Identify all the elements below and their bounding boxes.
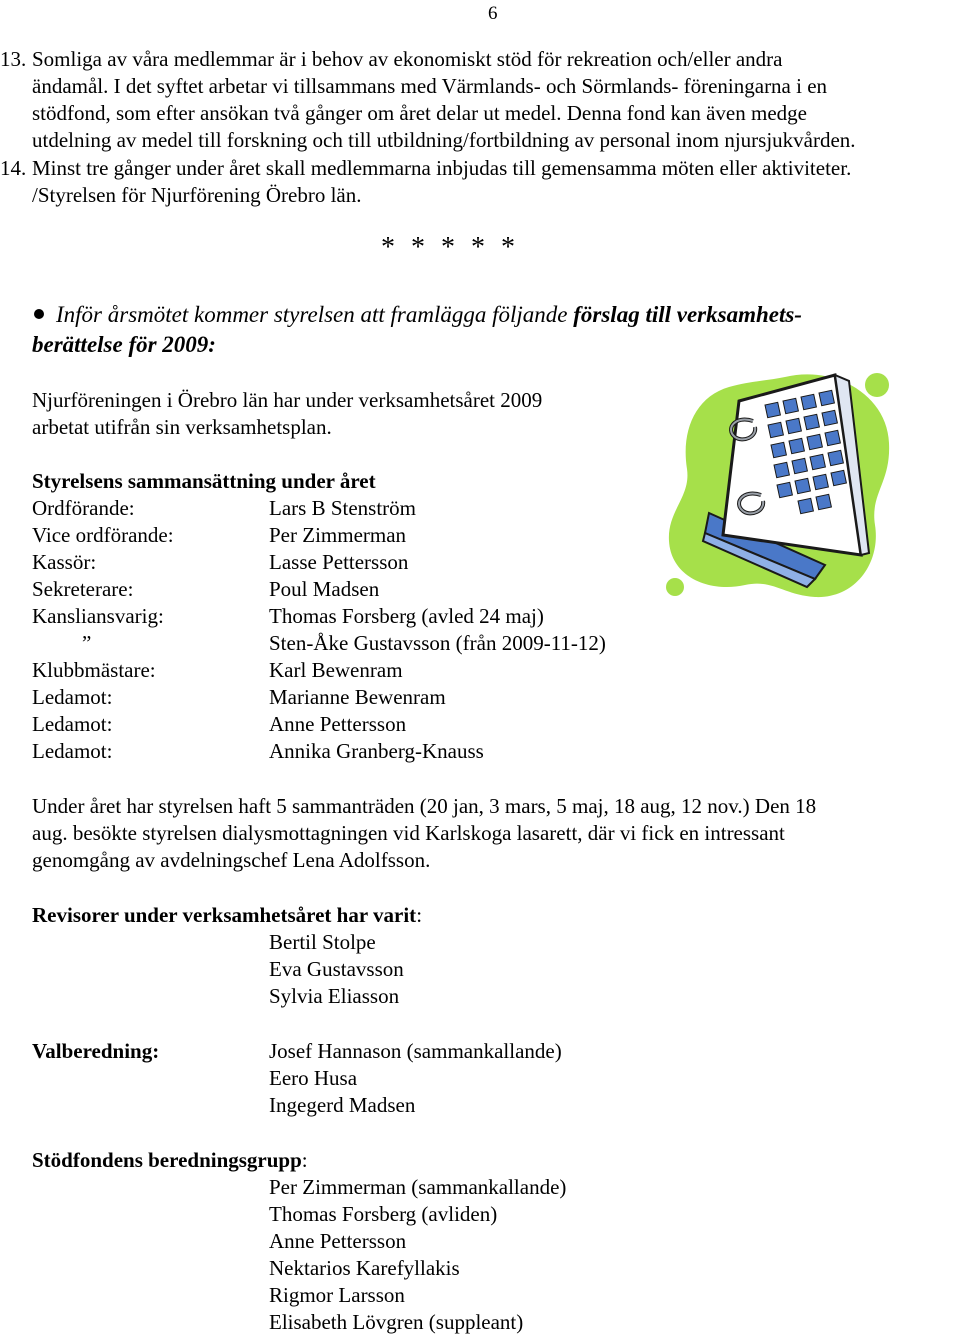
fund-group-member: Elisabeth Lövgren (suppleant) [269, 1310, 524, 1334]
notebook-clipart-icon [665, 365, 893, 601]
board-role: Kansliansvarig: [32, 604, 164, 628]
board-role: Klubbmästare: [32, 658, 156, 682]
fund-group-member: Thomas Forsberg (avliden) [269, 1202, 498, 1226]
nomination-heading: Valberedning: [32, 1039, 160, 1063]
meetings-line: aug. besökte styrelsen dialysmottagningen vid Karlskoga lasarett, där vi fick en intressant [32, 821, 785, 845]
item-13-line: ändamål. I det syftet arbetar vi tillsammans med Värmlands- och Sörmlands- föreningarna i en [32, 74, 828, 98]
board-member: Karl Bewenram [269, 658, 403, 682]
auditors-heading-text: Revisorer under verksamhetsåret har varit [32, 903, 417, 927]
board-member: Marianne Bewenram [269, 685, 446, 709]
nomination-member: Ingegerd Madsen [269, 1093, 416, 1117]
item-number: 13. [0, 47, 27, 71]
item-13-line: stödfond, som efter ansökan två gånger om året delar ut medel. Denna fond kan även medge [32, 101, 807, 125]
nomination-member: Josef Hannason (sammankallande) [269, 1039, 562, 1063]
board-member: Poul Madsen [269, 577, 380, 601]
auditor-name: Sylvia Eliasson [269, 984, 400, 1008]
intro-line: Njurföreningen i Örebro län har under verksamhetsåret 2009 [32, 388, 543, 412]
auditors-colon: : [416, 903, 423, 927]
meetings-line: genomgång av avdelningschef Lena Adolfsson. [32, 848, 431, 872]
board-role: Ledamot: [32, 685, 113, 709]
board-member: Annika Granberg-Knauss [269, 739, 484, 763]
item-14-line: /Styrelsen för Njurförening Örebro län. [32, 183, 362, 207]
page-number: 6 [488, 3, 498, 24]
proposal-bold-2: berättelse för 2009: [32, 332, 216, 357]
auditor-name: Eva Gustavsson [269, 957, 404, 981]
item-13-line: Somliga av våra medlemmar är i behov av ekonomiskt stöd för rekreation och/eller andra [32, 47, 783, 71]
auditors-heading [32, 902, 422, 929]
ditto-mark: ” [82, 631, 92, 655]
nomination-member: Eero Husa [269, 1066, 358, 1090]
board-member: Thomas Forsberg (avled 24 maj) [269, 604, 544, 628]
board-member: Lasse Pettersson [269, 550, 409, 574]
proposal-bold-1: förslag till verksamhets- [573, 302, 802, 327]
board-role: Sekreterare: [32, 577, 134, 601]
board-member: Anne Pettersson [269, 712, 407, 736]
board-member: Lars B Stenström [269, 496, 416, 520]
board-member: Sten-Åke Gustavsson (från 2009-11-12) [269, 631, 606, 655]
board-role: Ledamot: [32, 739, 113, 763]
item-14-line: Minst tre gånger under året skall medlemmarna inbjudas till gemensamma möten eller aktiviteter. [32, 156, 852, 180]
fund-group-member: Per Zimmerman (sammankallande) [269, 1175, 567, 1199]
board-role: Ordförande: [32, 496, 135, 520]
proposal-heading [32, 300, 912, 360]
bullet-icon [34, 309, 44, 319]
fund-group-heading [32, 1147, 308, 1174]
section-separator: * * * * * [381, 232, 515, 263]
board-member: Per Zimmerman [269, 523, 407, 547]
meetings-line: Under året har styrelsen haft 5 sammanträden (20 jan, 3 mars, 5 maj, 18 aug, 12 nov.) Den 18 [32, 794, 817, 818]
fund-group-member: Rigmor Larsson [269, 1283, 405, 1307]
board-heading: Styrelsens sammansättning under året [32, 469, 376, 493]
fund-group-heading-text: Stödfondens beredningsgrupp [32, 1148, 302, 1172]
board-role: Ledamot: [32, 712, 113, 736]
board-role: Kassör: [32, 550, 97, 574]
fund-group-colon: : [301, 1148, 308, 1172]
auditor-name: Bertil Stolpe [269, 930, 376, 954]
fund-group-member: Anne Pettersson [269, 1229, 407, 1253]
board-role: Vice ordförande: [32, 523, 174, 547]
intro-line: arbetat utifrån sin verksamhetsplan. [32, 415, 332, 439]
proposal-intro: Inför årsmötet kommer styrelsen att framlägga följande [56, 302, 574, 327]
item-13-line: utdelning av medel till forskning och till utbildning/fortbildning av personal inom njursjukvården. [32, 128, 856, 152]
item-number: 14. [0, 156, 27, 180]
fund-group-member: Nektarios Karefyllakis [269, 1256, 460, 1280]
